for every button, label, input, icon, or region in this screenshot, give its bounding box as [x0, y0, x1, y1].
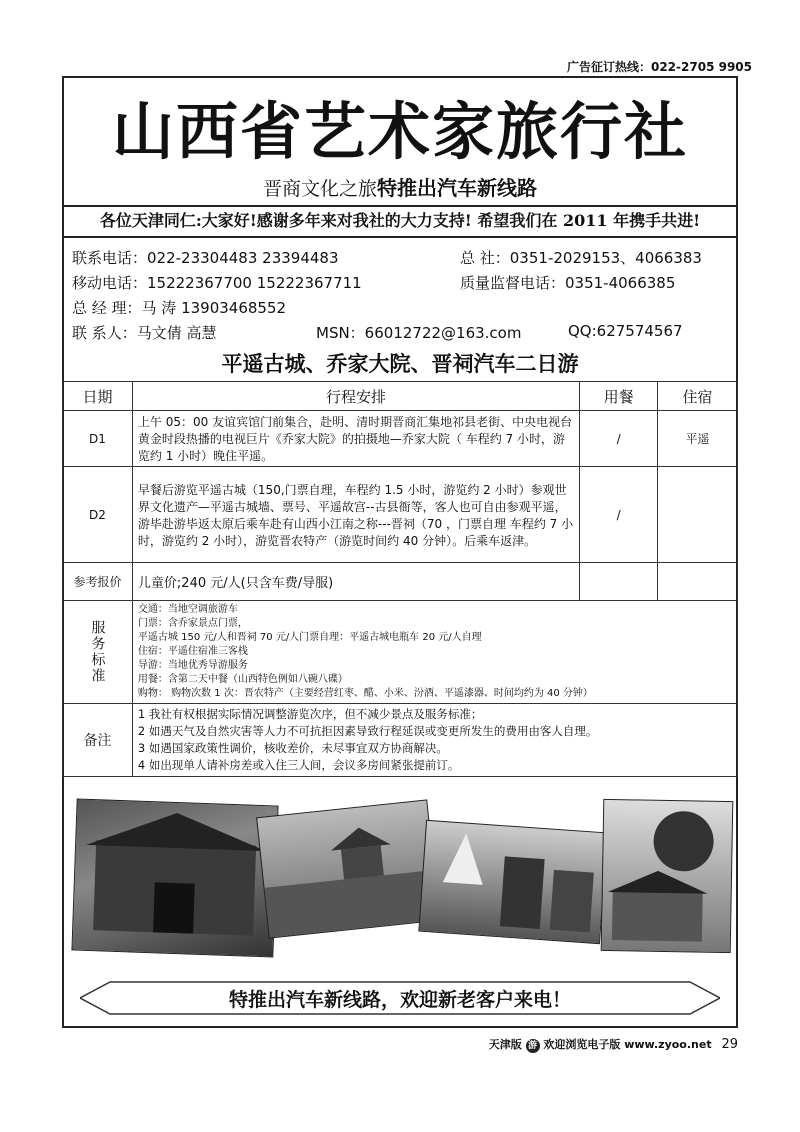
service-item: 平遥古城 150 元/人和晋祠 70 元/人门票自理：平遥古城电瓶车 20 元/人自理 [137, 632, 482, 643]
itinerary-table [62, 381, 738, 777]
service-item: 用餐：含第二天中餐（山西特色例如八碗八碟） [137, 674, 348, 685]
header-plan: 行程安排 [132, 382, 579, 411]
footer-text: 欢迎浏览电子版 www.zyoo.net [543, 1038, 712, 1051]
service-row [63, 601, 738, 704]
note-item: 3 如遇国家政策性调价，核收差价，未尽事宜双方协商解决。 [137, 741, 448, 755]
note-item: 4 如出现单人请补房差或入住三人间，会议多房间紧张提前订。 [137, 758, 460, 772]
service-item: 住宿：平遥住宿准三客栈 [137, 646, 248, 657]
stay-cell [658, 467, 738, 563]
subtitle-highlight: 特推出汽车新线路 [377, 176, 537, 200]
price-value: 儿童价;240 元/人(只含车费/导服) [132, 563, 579, 601]
table-row [63, 411, 738, 467]
plan-cell: 早餐后游览平遥古城（150,门票自理，车程约 1.5 小时，游览约 2 小时）参观世界文化遗产—平遥古城墙、票号、平遥故宫--古县衙等，客人也可自由参观平遥，游毕赴游毕返太原后乘车赴有山西小江南之称---晋祠（70 ，门票自理 车程约 7 小时，游览约 2 小时），游览晋农特产（游览时间约 40 分钟）。后乘车返津。 [132, 467, 579, 563]
contact-qq: QQ:627574567 [568, 322, 683, 340]
price-label: 参考报价 [63, 563, 133, 601]
contact-quality: 质量监督电话：0351-4066385 [460, 274, 676, 292]
header-meal: 用餐 [580, 382, 658, 411]
divider [62, 236, 738, 238]
banner-text: 特推出汽车新线路，欢迎新老客户来电！ [228, 989, 571, 1011]
service-label: 服务标准 [89, 620, 106, 684]
service-item: 导游：当地优秀导游服务 [137, 660, 248, 671]
greeting: 各位天津同仁:大家好!感谢多年来对我社的大力支持! 希望我们在 2011 年携手共进! [99, 211, 701, 230]
header-stay: 住宿 [658, 382, 738, 411]
ad-hotline: 广告征订热线：022-2705 9905 [566, 60, 752, 74]
divider [62, 205, 738, 207]
service-item: 门票：含乔家景点门票， [137, 618, 248, 629]
wall-illustration [257, 800, 439, 937]
photo-pavilion [601, 799, 734, 953]
contact-persons: 联 系人：马文倩 高慧 [72, 324, 217, 342]
table-row [63, 467, 738, 563]
footer-edition: 天津版 [488, 1038, 522, 1051]
footer-badge-icon: 游 [526, 1039, 540, 1053]
temple-illustration [419, 821, 606, 943]
stay-cell: 平遥 [658, 411, 738, 467]
price-row [63, 563, 738, 601]
service-item: 购物： 购物次数 1 次：晋农特产（主要经营红枣、醋、小米、汾酒、平遥漆器、时间均约为 40 分钟） [137, 688, 593, 699]
plan-cell: 上午 05：00 友谊宾馆门前集合，赴明、清时期晋商汇集地祁县老街、中央电视台黄金时段热播的电视巨片《乔家大院》的拍摄地—乔家大院（ 车程约 7 小时，游览约 1 小时）晚住平遥。 [132, 411, 579, 467]
contact-manager: 总 经 理：马 涛 13903468552 [72, 299, 287, 317]
table-header-row [63, 382, 738, 411]
slogan-banner [80, 980, 720, 1016]
day-cell: D1 [63, 411, 133, 467]
photo-collage [62, 796, 738, 966]
subtitle [62, 172, 738, 201]
notes-label: 备注 [63, 704, 133, 777]
meal-cell: / [580, 411, 658, 467]
page-number: 29 [721, 1037, 738, 1052]
empty-cell [658, 563, 738, 601]
meal-cell: / [580, 467, 658, 563]
pavilion-illustration [602, 800, 733, 952]
contact-msn: MSN：66012722@163.com [316, 324, 522, 342]
agency-title: 山西省艺术家旅行社 [111, 95, 688, 168]
subtitle-prefix: 晋商文化之旅 [262, 178, 377, 200]
contact-mobile: 移动电话：15222367700 15222367711 [72, 274, 362, 292]
courtyard-illustration [72, 800, 277, 957]
photo-city-wall [256, 799, 440, 938]
note-item: 1 我社有权根据实际情况调整游览次序，但不减少景点及服务标准； [137, 707, 483, 721]
notes-row [63, 704, 738, 777]
empty-cell [580, 563, 658, 601]
service-item: 交通：当地空调旅游车 [137, 604, 238, 615]
photo-temple [418, 820, 607, 944]
contact-hq: 总 社：0351-2029153、4066383 [460, 249, 702, 267]
photo-courtyard [71, 799, 278, 958]
contact-phone: 联系电话：022-23304483 23394483 [72, 249, 339, 267]
route-title: 平遥古城、乔家大院、晋祠汽车二日游 [221, 351, 579, 376]
note-item: 2 如遇天气及自然灾害等人力不可抗拒因素导致行程延误或变更所发生的费用由客人自理。 [137, 724, 598, 738]
footer [62, 1036, 738, 1053]
day-cell: D2 [63, 467, 133, 563]
header-date: 日期 [63, 382, 133, 411]
